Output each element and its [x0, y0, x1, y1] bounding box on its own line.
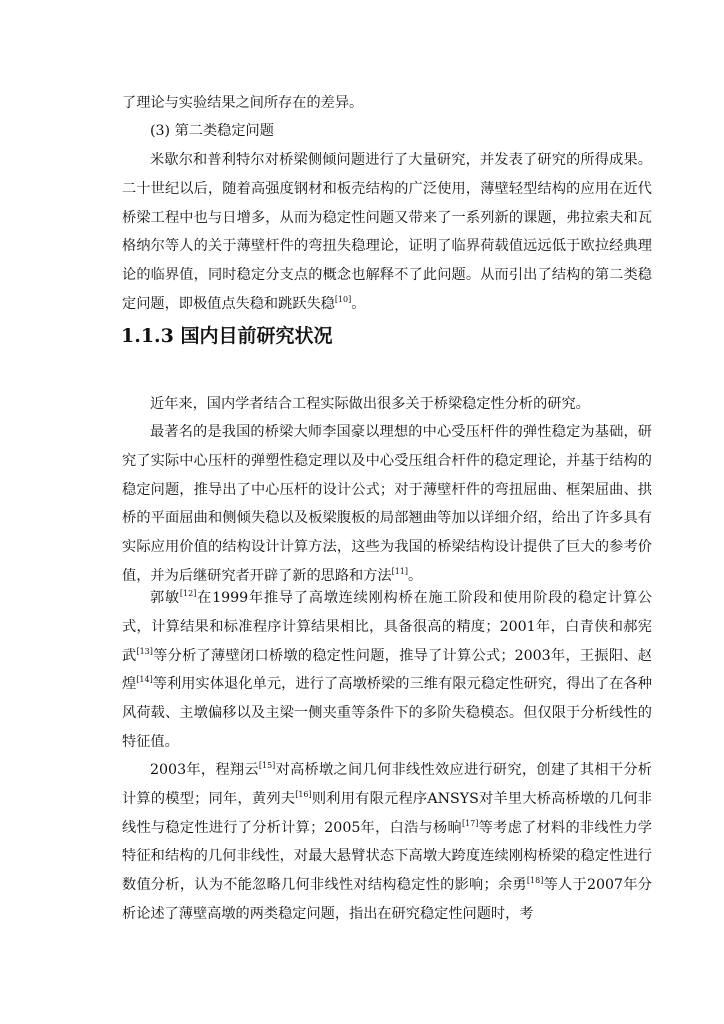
citation-11: [11]	[391, 566, 408, 576]
paragraph-second-kind-stability	[122, 146, 652, 319]
paragraph-text: 则利用有限元程序ANSYS对羊里大桥高桥墩的几何非线性与稳定性进行了分析计算；2005年，白浩与杨晌	[122, 790, 652, 836]
paragraph-text: 等利用实体退化单元，进行了高墩桥梁的三维有限元稳定性研究，得出了在各种风荷载、主墩偏移以及主梁一侧夹重等条件下的多阶失稳模态。但仅限于分析线性的特征值。	[122, 676, 652, 750]
section-heading-1-1-3: 1.1.3 国内目前研究状况	[121, 325, 333, 347]
citation-16: [16]	[295, 789, 312, 799]
citation-12: [12]	[179, 589, 197, 598]
citation-14: [14]	[136, 675, 153, 685]
citation-15: [15]	[258, 761, 276, 770]
paragraph-end: 。	[351, 295, 366, 312]
paragraph-text: 2003年，程翔云	[150, 762, 259, 778]
paragraph-text: 米歇尔和普利特尔对桥梁侧倾问题进行了大量研究，并发表了研究的所得成果。二十世纪以后，随着高强度钢材和板壳结构的广泛使用，薄壁轻型结构的应用在近代桥梁工程中也与日增多，从而为稳定性问题又带来了一系列新的课题，弗拉索夫和瓦格纳尔等人的关于薄壁杆件的弯扭失稳理论，证明了临界荷载值远远低于欧拉经典理论的临界值，同时稳定分支点的概念也解释不了此问题。从而引出了结构的第二类稳定问题，即极值点失稳和跳跃失稳	[122, 152, 652, 312]
paragraph-guo-min	[122, 584, 652, 757]
paragraph-text: 最著名的是我国的桥梁大师李国豪以理想的中心受压杆件的弹性稳定为基础，研究了实际中心压杆的弹塑性稳定理以及中心受压组合杆件的稳定理论，并基于结构的稳定问题，推导出了中心压杆的设计公式；对于薄壁杆件的弯扭屈曲、框架屈曲、拱桥的平面屈曲和侧倾失稳以及板梁腹板的局部翘曲等加以详细介绍，给出了许多具有实际应用价值的结构设计计算方法，这些为我国的桥梁结构设计提供了巨大的参考价值，并为后继研究者开辟了新的思路和方法	[122, 424, 652, 584]
paragraph-text: 对高桥墩之间几何非线性效应进行研究，创建了其相干分析计算的模型；同年，黄列夫	[122, 762, 652, 807]
paragraph-end: 。	[408, 567, 423, 584]
paragraph-text: 等考虑了材料的非线性力学特征和结构的几何非线性，对最大悬臂状态下高墩大跨度连续刚构桥梁的稳定性进行数值分析，认为不能忽略几何非线性对结构稳定性的影响；余勇	[122, 819, 652, 894]
paragraph-text: 等人于2007年分析论述了薄壁高墩的两类稳定问题，指出在研究稳定性问题时，考	[122, 877, 652, 922]
citation-13: [13]	[136, 646, 153, 656]
citation-10: [10]	[334, 294, 352, 304]
paragraph-continuation: 了理论与实验结果之间所存在的差异。	[122, 95, 364, 111]
paragraph-li-guohao	[122, 418, 652, 591]
paragraph-2003-studies	[122, 756, 652, 929]
citation-17: [17]	[461, 818, 479, 828]
paragraph-intro: 近年来，国内学者结合工程实际做出很多关于桥梁稳定性分析的研究。	[150, 396, 590, 412]
subheading-second-kind-stability: (3) 第二类稳定问题	[150, 123, 274, 139]
paragraph-text: 郭敏	[150, 590, 180, 606]
paragraph-text: 在1999年推导了高墩连续刚构桥在施工阶段和使用阶段的稳定计算公式，计算结果和标准程序计算结果相比，具备很高的精度；2001年，白青侠和郝宪武	[122, 590, 652, 664]
paragraph-text: 等分析了薄壁闭口桥墩的稳定性问题，推导了计算公式；2003年，王振阳、赵煌	[122, 647, 652, 693]
citation-18: [18]	[526, 876, 544, 886]
